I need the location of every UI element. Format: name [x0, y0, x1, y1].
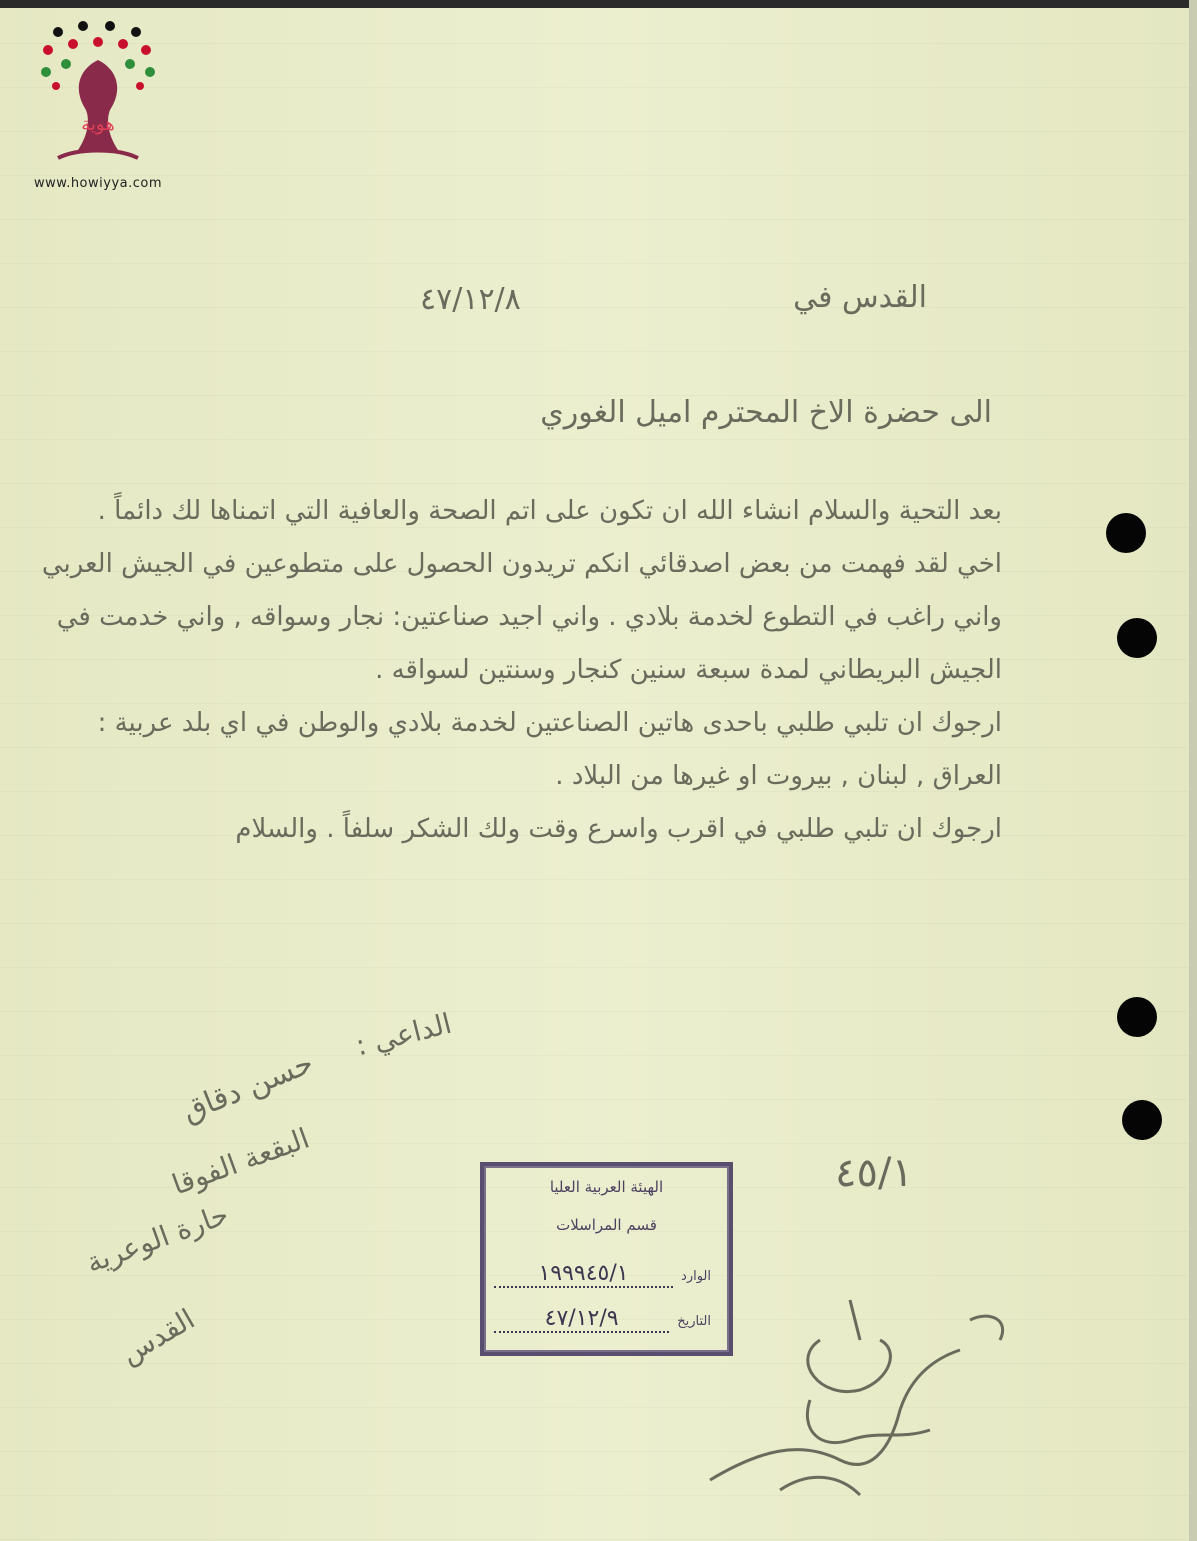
binder-hole	[1117, 618, 1157, 658]
logo-url: www.howiyya.com	[33, 176, 163, 191]
scan-right-edge	[1189, 0, 1197, 1541]
paragraph-request: اخي لقد فهمت من بعض اصدقائي انكم تريدون الحصول على متطوعين في الجيش العربي واني راغب في التطوع لخدمة بلادي . واني اجيد صناعتين: نجار وسواقه , واني خدمت في الجيش البريطاني لمدة سبعة سنين كنجار وسنتين لسواقه .	[41, 549, 1002, 685]
howiyya-logo	[18, 20, 178, 195]
tree-logo-icon	[38, 20, 158, 170]
handwritten-signature	[700, 1280, 1030, 1510]
scan-top-edge	[0, 0, 1197, 8]
paragraph-greeting: بعد التحية والسلام انشاء الله ان تكون على اتم الصحة والعافية التي اتمناها لك دائماً .	[97, 496, 1002, 526]
logo-wordmark: هوية	[81, 114, 115, 135]
letter-place: القدس في	[793, 280, 927, 315]
letter-date: ٤٧/١٢/٨	[420, 282, 521, 317]
binder-hole	[1122, 1100, 1162, 1140]
paragraph-countries: ارجوك ان تلبي طلبي باحدى هاتين الصناعتين لخدمة بلادي والوطن في اي بلد عربية : العراق , لبنان , بيروت او غيرها من البلاد .	[97, 708, 1002, 791]
stamp-department: قسم المراسلات	[556, 1216, 657, 1234]
stamp-date-value: ٤٧/١٢/٩	[494, 1306, 669, 1333]
stamp-incoming-number: ١٩٩٩٤٥/١	[494, 1261, 673, 1288]
letter-salutation: الى حضرة الاخ المحترم اميل الغوري	[540, 395, 992, 430]
address-line-2: حارة الوعرية	[82, 1197, 234, 1280]
reference-number: ٤٥/١	[835, 1150, 913, 1196]
binder-hole	[1106, 513, 1146, 553]
binder-hole	[1117, 997, 1157, 1037]
stamp-incoming-row	[494, 1261, 711, 1288]
stamp-date-label: التاريخ	[677, 1314, 711, 1329]
address-line-1: البقعة الفوقا	[167, 1121, 314, 1202]
closing-label: الداعي :	[352, 1006, 455, 1063]
letter-body	[22, 485, 1002, 856]
address-line-3: القدس	[114, 1302, 200, 1371]
stamp-organization: الهيئة العربية العليا	[549, 1178, 664, 1196]
stamp-incoming-label: الوارد	[681, 1269, 711, 1284]
correspondence-stamp	[480, 1162, 733, 1356]
sender-name: حسن دقاق	[177, 1045, 319, 1130]
stamp-date-row	[494, 1306, 711, 1333]
paragraph-closing: ارجوك ان تلبي طلبي في اقرب واسرع وقت ولك الشكر سلفاً . والسلام	[235, 814, 1002, 844]
